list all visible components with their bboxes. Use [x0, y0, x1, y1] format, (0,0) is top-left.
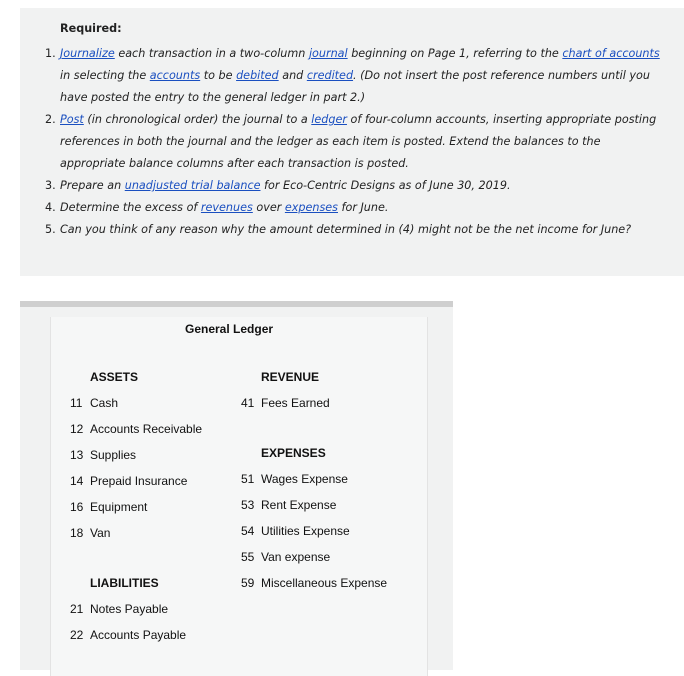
required-item-text: and [278, 69, 307, 82]
account-name: Supplies [90, 448, 137, 462]
required-item [45, 197, 664, 219]
account-name: Equipment [90, 500, 148, 514]
liabilities-heading: LIABILITIES [90, 576, 159, 590]
account-name: Miscellaneous Expense [261, 576, 388, 590]
required-item-text: to be [200, 69, 237, 82]
account-number: 59 [241, 576, 255, 590]
required-item-text: over [252, 201, 285, 214]
glossary-link[interactable]: Post [60, 113, 84, 126]
general-ledger-title: General Ledger [185, 322, 274, 336]
required-item-number: 2. [45, 113, 56, 126]
ledger-account [70, 474, 187, 488]
ledger-account [70, 602, 168, 616]
account-name: Utilities Expense [261, 524, 350, 538]
required-item-text: in selecting the [60, 69, 150, 82]
expenses-heading: EXPENSES [261, 446, 326, 460]
account-number: 11 [70, 396, 83, 410]
glossary-link[interactable]: revenues [200, 201, 253, 214]
required-item [45, 219, 664, 241]
account-number: 12 [70, 422, 84, 436]
account-name: Wages Expense [261, 472, 348, 486]
account-number: 53 [241, 498, 255, 512]
ledger-account [241, 576, 387, 590]
account-number: 41 [241, 396, 255, 410]
required-item-text: (in chronological order) the journal to a [83, 113, 312, 126]
account-number: 18 [70, 526, 84, 540]
account-name: Accounts Payable [90, 628, 187, 642]
ledger-account [70, 422, 202, 436]
required-panel [20, 8, 684, 276]
glossary-link[interactable]: ledger [311, 113, 347, 126]
account-name: Accounts Receivable [90, 422, 203, 436]
account-name: Van [90, 526, 111, 540]
account-name: Notes Payable [90, 602, 169, 616]
required-item-text: for June. [338, 201, 389, 214]
glossary-link[interactable]: expenses [284, 201, 338, 214]
account-number: 14 [70, 474, 84, 488]
account-name: Van expense [261, 550, 331, 564]
account-number: 55 [241, 550, 255, 564]
required-item-number: 5. [45, 223, 56, 236]
ledger-account [70, 628, 186, 642]
required-item [45, 109, 664, 175]
account-number: 16 [70, 500, 84, 514]
required-list [45, 43, 684, 241]
required-item-text: beginning on Page 1, referring to the [347, 47, 563, 60]
glossary-link[interactable]: debited [236, 69, 279, 82]
glossary-link[interactable]: chart of accounts [562, 47, 660, 60]
ledger-account [70, 526, 110, 540]
revenue-heading: REVENUE [261, 370, 320, 384]
glossary-link[interactable]: Journalize [60, 47, 115, 60]
glossary-link[interactable]: credited [306, 69, 354, 82]
required-item-text: each transaction in a two-column [114, 47, 309, 60]
required-item-text: Determine the excess of [60, 201, 201, 214]
account-name: Rent Expense [261, 498, 337, 512]
required-item [45, 175, 664, 197]
ledger-account [241, 498, 336, 512]
ledger-account [70, 396, 118, 410]
required-item-text: . (Do not insert the post reference numbers until you have posted the entry to the general ledger in part 2.) [60, 69, 650, 104]
assets-heading: ASSETS [90, 370, 139, 384]
account-number: 54 [241, 524, 255, 538]
account-name: Fees Earned [261, 396, 330, 410]
glossary-link[interactable]: unadjusted trial balance [124, 179, 261, 192]
ledger-account [241, 524, 350, 538]
required-item-text: of four-column accounts, inserting appropriate posting references in both the journal and the ledger as each item is posted. Extend the balances to the appropriate balance columns after each transaction is posted. [60, 113, 657, 170]
ledger-account [70, 500, 147, 514]
account-number: 13 [70, 448, 84, 462]
ledger-account [70, 448, 136, 462]
required-item-number: 1. [45, 47, 56, 60]
account-number: 21 [70, 602, 84, 616]
ledger-account [241, 550, 330, 564]
ledger-account [241, 472, 348, 486]
ledger-account [241, 396, 330, 410]
account-name: Prepaid Insurance [90, 474, 188, 488]
required-item-text: Can you think of any reason why the amount determined in (4) might not be the net income for June? [60, 223, 632, 236]
account-number: 22 [70, 628, 84, 642]
required-title: Required: [60, 22, 122, 35]
required-item-number: 4. [45, 201, 56, 214]
glossary-link[interactable]: journal [308, 47, 348, 60]
required-item-text: for Eco-Centric Designs as of June 30, 2019. [260, 179, 511, 192]
glossary-link[interactable]: accounts [149, 69, 201, 82]
required-item [45, 43, 664, 109]
account-number: 51 [241, 472, 255, 486]
required-item-text: Prepare an [60, 179, 125, 192]
account-name: Cash [90, 396, 119, 410]
required-item-number: 3. [45, 179, 56, 192]
